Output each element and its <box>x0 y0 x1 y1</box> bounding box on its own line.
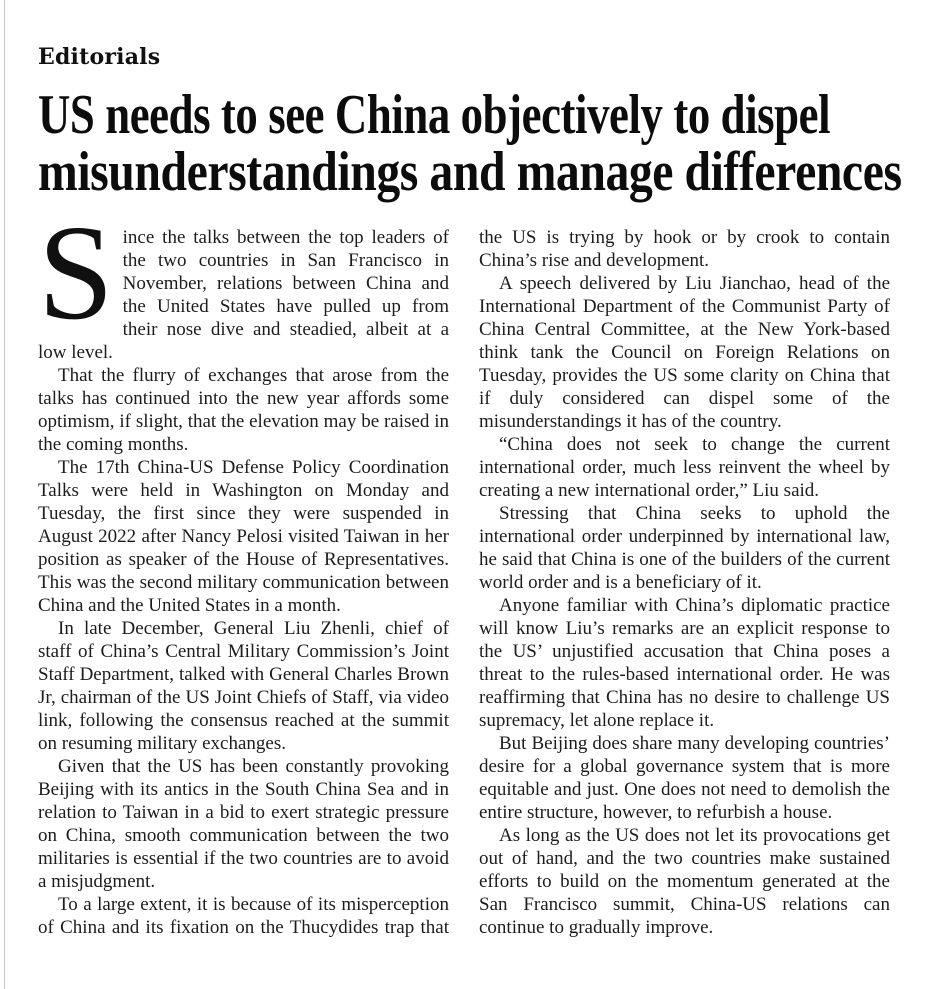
article-paragraph: “China does not seek to change the current international order, much less reinvent the wheel by creating a new international order,” Liu said. <box>479 434 890 501</box>
article-paragraph: The 17th China-US Defense Policy Coordination Talks were held in Washington on Monday and Tuesday, the first since they were suspended in August 2022 after Nancy Pelosi visited Taiwan in her position as speaker of the House of Representatives. This was the second military communication between China and the United States in a month. <box>38 457 449 616</box>
article-paragraph: A speech delivered by Liu Jianchao, head of the International Department of the Communist Party of China Central Committee, at the New York-based think tank the Council on Foreign Relations on Tuesday, provides the US some clarity on China that if duly considered can dispel some of the misunderstandings it has of the country. <box>479 273 890 432</box>
headline-line-2: misunderstandings and manage differences <box>38 141 902 203</box>
article-body <box>38 198 890 968</box>
article-paragraph: Given that the US has been constantly provoking Beijing with its antics in the South China Sea and in relation to Taiwan in a bid to exert strategic pressure on China, smooth communication between the two militaries is essential if the two countries are to avoid a misjudgment. <box>38 756 449 892</box>
headline-line-1: US needs to see China objectively to dispel <box>38 84 831 146</box>
article-paragraph: As long as the US does not let its provocations get out of hand, and the two countries make sustained efforts to build on the momentum generated at the San Francisco summit, China-US relations can continue to gradually improve. <box>479 825 890 938</box>
article-paragraph: To a large extent, it is because of its misperception of China and its fixation on the Thucydides trap that the US is trying by hook or by crook to contain China’s rise and development. <box>38 227 890 938</box>
article-paragraph <box>38 198 449 364</box>
article-paragraph: But Beijing does share many developing countries’ desire for a global governance system that is more equitable and just. One does not need to demolish the entire structure, however, to refurbish a house. <box>479 733 890 823</box>
article-paragraph: Anyone familiar with China’s diplomatic practice will know Liu’s remarks are an explicit response to the US’ unjustified accusation that China poses a threat to the rules-based international order. He was reaffirming that China has no desire to challenge US supremacy, let alone replace it. <box>479 595 890 731</box>
article-paragraph: That the flurry of exchanges that arose from the talks has continued into the new year affords some optimism, if slight, that the elevation may be raised in the coming months. <box>38 365 449 455</box>
paragraph-text: ince the talks between the top leaders of the two countries in San Francisco in November, relations between China and the United States have pulled up from their nose dive and steadied, albeit at a low level. <box>38 227 449 363</box>
article-paragraph: Stressing that China seeks to uphold the international order underpinned by international law, he said that China is one of the builders of the current world order and is a beneficiary of it. <box>479 503 890 593</box>
article-paragraph: In late December, General Liu Zhenli, chief of staff of China’s Central Military Commission’s Joint Staff Department, talked with General Charles Brown Jr, chairman of the US Joint Chiefs of Staff, via video link, following the consensus reached at the summit on resuming military exchanges. <box>38 618 449 754</box>
drop-cap: S <box>38 198 114 348</box>
article-headline <box>38 84 902 203</box>
page-left-border <box>4 0 5 989</box>
section-label: Editorials <box>38 44 161 70</box>
article-content <box>38 0 902 968</box>
